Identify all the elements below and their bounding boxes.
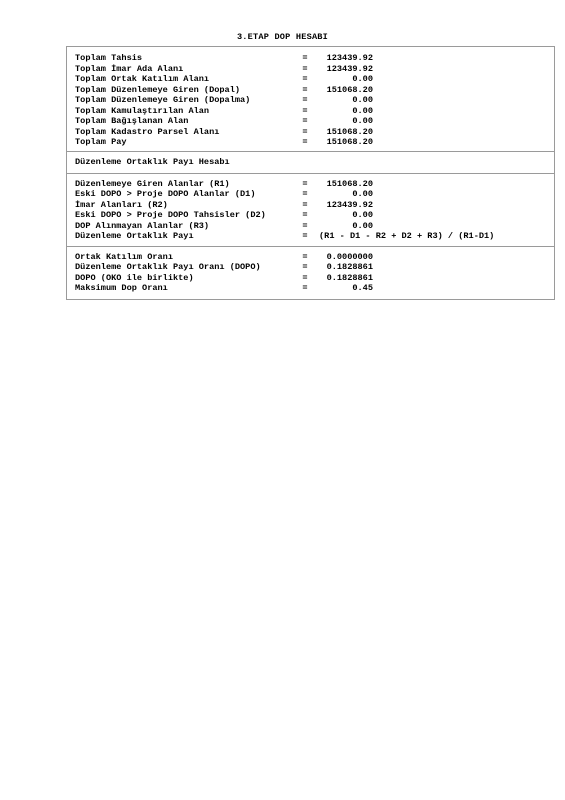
equals-sign: = bbox=[302, 179, 308, 189]
equals-sign: = bbox=[302, 231, 308, 241]
calc-row bbox=[75, 210, 373, 221]
row-value: 123439.92 bbox=[326, 64, 373, 74]
row-label: İmar Alanları (R2) bbox=[75, 200, 168, 210]
total-row bbox=[75, 116, 373, 127]
row-value: 0.0000000 bbox=[326, 252, 373, 262]
row-value: 0.00 bbox=[352, 74, 373, 84]
equals-sign: = bbox=[302, 262, 308, 272]
row-value: 151068.20 bbox=[326, 127, 373, 137]
equals-sign: = bbox=[302, 127, 308, 137]
row-value: 0.00 bbox=[352, 95, 373, 105]
equals-sign: = bbox=[302, 200, 308, 210]
equals-sign: = bbox=[302, 221, 308, 231]
equals-sign: = bbox=[302, 252, 308, 262]
row-value: 123439.92 bbox=[326, 53, 373, 63]
row-label: Toplam Tahsis bbox=[75, 53, 143, 63]
total-row bbox=[75, 137, 373, 148]
row-value: 151068.20 bbox=[326, 85, 373, 95]
calc-row bbox=[75, 231, 495, 242]
equals-sign: = bbox=[302, 116, 308, 126]
row-label: Eski DOPO > Proje DOPO Alanlar (D1) bbox=[75, 189, 256, 199]
row-label: Ortak Katılım Oranı bbox=[75, 252, 173, 262]
row-value: 0.45 bbox=[352, 283, 373, 293]
calc-row bbox=[75, 189, 373, 200]
row-value: 0.00 bbox=[352, 210, 373, 220]
equals-sign: = bbox=[302, 273, 308, 283]
row-label: Toplam Ortak Katılım Alanı bbox=[75, 74, 210, 84]
equals-sign: = bbox=[302, 189, 308, 199]
equals-sign: = bbox=[302, 137, 308, 147]
row-value: 0.00 bbox=[352, 116, 373, 126]
dop-report-box bbox=[66, 46, 555, 300]
row-label: Toplam Kamulaştırılan Alan bbox=[75, 106, 210, 116]
equals-sign: = bbox=[302, 53, 308, 63]
total-row bbox=[75, 53, 373, 64]
row-value: 123439.92 bbox=[326, 200, 373, 210]
section-divider bbox=[67, 151, 554, 152]
row-value: 0.00 bbox=[352, 106, 373, 116]
equals-sign: = bbox=[302, 85, 308, 95]
row-label: Toplam Düzenlemeye Giren (Dopalma) bbox=[75, 95, 251, 105]
ratio-row bbox=[75, 283, 373, 294]
row-value: 0.1828861 bbox=[326, 262, 373, 272]
row-label: DOPO (OKO ile birlikte) bbox=[75, 273, 194, 283]
section-divider bbox=[67, 246, 554, 247]
row-label: Toplam İmar Ada Alanı bbox=[75, 64, 184, 74]
equals-sign: = bbox=[302, 210, 308, 220]
row-label: Düzenleme Ortaklık Payı bbox=[75, 231, 194, 241]
row-value: 0.00 bbox=[352, 189, 373, 199]
row-label: Eski DOPO > Proje DOPO Tahsisler (D2) bbox=[75, 210, 266, 220]
row-label: Toplam Kadastro Parsel Alanı bbox=[75, 127, 220, 137]
equals-sign: = bbox=[302, 74, 308, 84]
equals-sign: = bbox=[302, 283, 308, 293]
equals-sign: = bbox=[302, 64, 308, 74]
row-value: 0.00 bbox=[352, 221, 373, 231]
row-label: Toplam Pay bbox=[75, 137, 127, 147]
dop-formula: (R1 - D1 - R2 + D2 + R3) / (R1-D1) bbox=[319, 231, 495, 241]
row-value: 0.1828861 bbox=[326, 273, 373, 283]
row-label: Toplam Düzenlemeye Giren (Dopal) bbox=[75, 85, 241, 95]
row-value: 151068.20 bbox=[326, 137, 373, 147]
section-heading: Düzenleme Ortaklık Payı Hesabı bbox=[75, 157, 230, 167]
row-value: 151068.20 bbox=[326, 179, 373, 189]
row-label: DOP Alınmayan Alanlar (R3) bbox=[75, 221, 210, 231]
equals-sign: = bbox=[302, 106, 308, 116]
ratio-row bbox=[75, 262, 373, 273]
row-label: Düzenleme Ortaklık Payı Oranı (DOPO) bbox=[75, 262, 261, 272]
equals-sign: = bbox=[302, 95, 308, 105]
total-row bbox=[75, 74, 373, 85]
row-label: Düzenlemeye Giren Alanlar (R1) bbox=[75, 179, 230, 189]
row-label: Maksimum Dop Oranı bbox=[75, 283, 168, 293]
total-row bbox=[75, 95, 373, 106]
row-label: Toplam Bağışlanan Alan bbox=[75, 116, 189, 126]
section-divider bbox=[67, 173, 554, 174]
page-title: 3.ETAP DOP HESABI bbox=[236, 32, 329, 42]
